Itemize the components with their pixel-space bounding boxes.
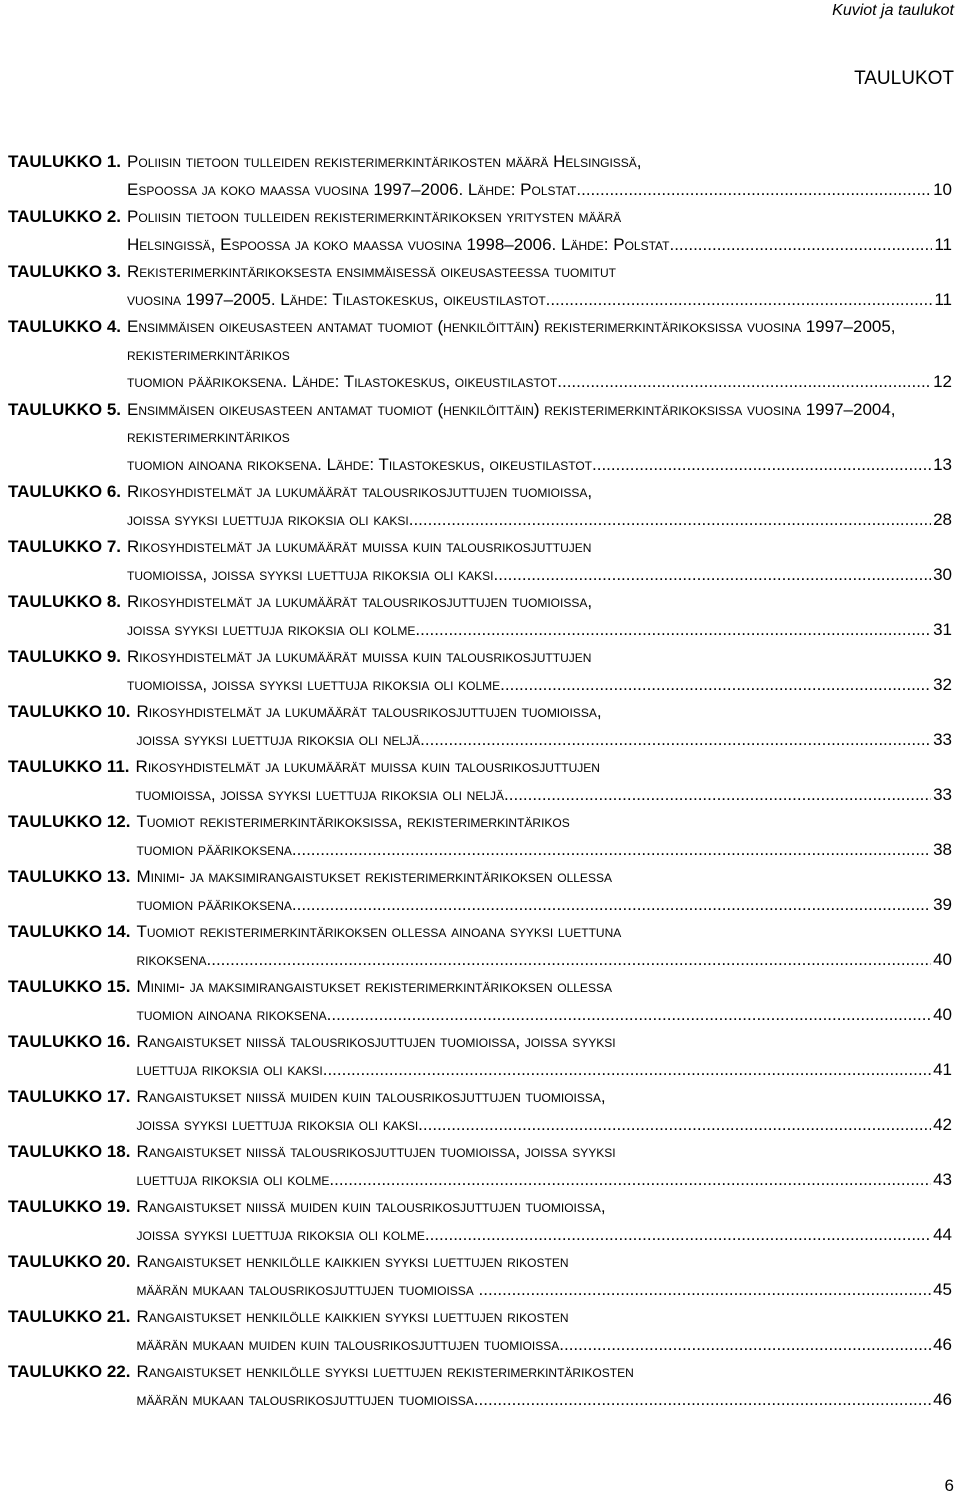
entry-body bbox=[136, 1083, 952, 1138]
dot-leader bbox=[423, 1111, 931, 1139]
table-title: Ensimmäisen oikeusasteen antamat tuomiot (henkilöittäin) rekisterimerkintärikoksissa vuosina 1997–2005, rekisterimerkintärikos bbox=[127, 317, 896, 364]
toc-entry[interactable] bbox=[8, 203, 952, 258]
entry-body bbox=[127, 396, 952, 479]
table-title-continuation: vuosina 1997–2005. Lähde: Tilastokeskus, oikeustilastot. bbox=[127, 289, 551, 309]
table-number: TAULUKKO 5. bbox=[8, 399, 122, 419]
dot-leader bbox=[297, 836, 931, 864]
entry-body bbox=[136, 698, 952, 753]
entry-body bbox=[127, 478, 952, 533]
dot-leader bbox=[550, 286, 932, 314]
toc-entry[interactable] bbox=[8, 1248, 952, 1303]
table-title-last-line bbox=[127, 616, 952, 644]
entry-body bbox=[127, 588, 952, 643]
toc-entry[interactable] bbox=[8, 643, 952, 698]
dot-leader bbox=[483, 1276, 931, 1304]
entry-body bbox=[136, 1193, 952, 1248]
table-title-last-line bbox=[136, 1221, 952, 1249]
table-number: TAULUKKO 16. bbox=[8, 1032, 131, 1051]
table-number: TAULUKKO 22. bbox=[8, 1362, 131, 1381]
page-ref[interactable]: 10 bbox=[933, 179, 952, 199]
page-ref[interactable]: 46 bbox=[933, 1389, 952, 1409]
table-title-continuation: luettuja rikoksia oli kolme. bbox=[136, 1169, 335, 1189]
table-number: TAULUKKO 12. bbox=[8, 812, 131, 831]
toc-entry[interactable] bbox=[8, 1138, 952, 1193]
toc-entry[interactable] bbox=[8, 698, 952, 753]
entry-body bbox=[136, 1358, 952, 1413]
toc-entry[interactable] bbox=[8, 588, 952, 643]
page-ref[interactable]: 41 bbox=[933, 1059, 952, 1079]
table-title-last-line bbox=[127, 368, 952, 396]
toc-entry[interactable] bbox=[8, 313, 952, 396]
toc-entry[interactable] bbox=[8, 863, 952, 918]
table-title: Rangaistukset niissä muiden kuin talousrikosjuttujen tuomioissa, bbox=[136, 1197, 606, 1216]
table-number: TAULUKKO 9. bbox=[8, 647, 122, 666]
table-title-last-line bbox=[136, 891, 952, 919]
page-ref[interactable]: 33 bbox=[933, 784, 952, 804]
entry-body bbox=[127, 643, 952, 698]
table-of-contents bbox=[8, 148, 952, 1413]
entry-body bbox=[136, 918, 952, 973]
table-title: Rikosyhdistelmät ja lukumäärät talousrikosjuttujen tuomioissa, bbox=[127, 592, 593, 611]
table-title-continuation: luettuja rikoksia oli kaksi. bbox=[136, 1059, 328, 1079]
page-ref[interactable]: 11 bbox=[934, 234, 952, 254]
table-title-continuation: määrän mukaan muiden kuin talousrikosjuttujen tuomioissa. bbox=[136, 1334, 564, 1354]
entry-body bbox=[127, 313, 952, 396]
table-title: Rangaistukset niissä muiden kuin talousrikosjuttujen tuomioissa, bbox=[136, 1087, 606, 1106]
dot-leader bbox=[334, 1166, 931, 1194]
table-title-continuation: rikoksena. bbox=[136, 949, 212, 969]
table-title-last-line bbox=[136, 1331, 952, 1359]
table-title-continuation: tuomion ainoana rikoksena. Lähde: Tilastokeskus, oikeustilastot. bbox=[127, 454, 597, 474]
page-ref[interactable]: 11 bbox=[934, 289, 952, 309]
table-title-last-line bbox=[136, 1166, 952, 1194]
page-ref[interactable]: 13 bbox=[933, 454, 952, 474]
table-number: TAULUKKO 4. bbox=[8, 317, 122, 336]
page-ref[interactable]: 43 bbox=[933, 1169, 952, 1189]
table-number: TAULUKKO 3. bbox=[8, 262, 122, 281]
entry-body bbox=[127, 203, 952, 258]
table-title: Minimi- ja maksimirangaistukset rekisterimerkintärikoksen ollessa bbox=[136, 867, 612, 886]
page-ref[interactable]: 39 bbox=[933, 894, 952, 914]
entry-body bbox=[127, 148, 952, 203]
table-number: TAULUKKO 15. bbox=[8, 977, 131, 996]
dot-leader bbox=[564, 1331, 931, 1359]
toc-entry[interactable] bbox=[8, 1303, 952, 1358]
entry-body bbox=[136, 753, 952, 808]
dot-leader bbox=[509, 781, 931, 809]
table-title-continuation: tuomion päärikoksena. Lähde: Tilastokeskus, oikeustilastot. bbox=[127, 372, 562, 391]
table-title-last-line bbox=[136, 1001, 952, 1029]
page-ref[interactable]: 30 bbox=[933, 564, 952, 584]
table-title-last-line bbox=[127, 506, 952, 534]
table-title-last-line bbox=[136, 946, 952, 974]
page-ref[interactable]: 42 bbox=[933, 1114, 952, 1134]
page-ref[interactable]: 28 bbox=[933, 509, 952, 529]
table-title: Rikosyhdistelmät ja lukumäärät talousrikosjuttujen tuomioissa, bbox=[127, 482, 593, 501]
toc-entry[interactable] bbox=[8, 1193, 952, 1248]
table-title: Poliisin tietoon tulleiden rekisterimerkintärikoksen yritysten määrä bbox=[127, 207, 622, 226]
table-title-continuation: tuomion päärikoksena. bbox=[136, 894, 297, 914]
table-title-last-line bbox=[127, 231, 952, 259]
dot-leader bbox=[674, 231, 932, 259]
table-title-continuation: tuomion ainoana rikoksena. bbox=[136, 1004, 332, 1024]
page-ref[interactable]: 38 bbox=[933, 839, 952, 859]
dot-leader bbox=[297, 891, 931, 919]
table-number: TAULUKKO 7. bbox=[8, 537, 122, 556]
table-title: Poliisin tietoon tulleiden rekisterimerkintärikosten määrä Helsingissä, bbox=[127, 152, 642, 171]
toc-entry[interactable] bbox=[8, 396, 952, 479]
table-title: Rangaistukset henkilölle kaikkien syyksi luettujen rikosten bbox=[136, 1252, 569, 1271]
table-title-continuation: joissa syyksi luettuja rikoksia oli kaksi. bbox=[127, 509, 414, 529]
table-number: TAULUKKO 14. bbox=[8, 922, 131, 941]
table-title-last-line bbox=[127, 286, 952, 314]
page-heading: TAULUKOT bbox=[854, 68, 954, 89]
toc-entry[interactable] bbox=[8, 808, 952, 863]
dot-leader bbox=[430, 1221, 932, 1249]
page-ref[interactable]: 40 bbox=[933, 1004, 952, 1024]
table-title-continuation: tuomioissa, joissa syyksi luettuja rikoksia oli neljä. bbox=[135, 784, 509, 804]
page-number: 6 bbox=[944, 1476, 954, 1495]
entry-body bbox=[136, 973, 952, 1028]
table-title-last-line bbox=[136, 836, 952, 864]
toc-entry[interactable] bbox=[8, 1028, 952, 1083]
table-title-last-line bbox=[127, 176, 952, 204]
dot-leader bbox=[479, 1386, 932, 1414]
table-title: Rikosyhdistelmät ja lukumäärät muissa kuin talousrikosjuttujen bbox=[127, 647, 592, 666]
table-title-continuation: joissa syyksi luettuja rikoksia oli kolme. bbox=[127, 619, 421, 639]
table-number: TAULUKKO 20. bbox=[8, 1252, 131, 1271]
table-title-continuation: määrän mukaan talousrikosjuttujen tuomioissa . bbox=[136, 1279, 484, 1299]
table-title-last-line bbox=[136, 726, 952, 754]
entry-body bbox=[127, 533, 952, 588]
table-title-last-line bbox=[136, 1056, 952, 1084]
table-number: TAULUKKO 21. bbox=[8, 1307, 131, 1326]
dot-leader bbox=[413, 506, 931, 534]
dot-leader bbox=[211, 946, 931, 974]
table-title: Tuomiot rekisterimerkintärikoksen ollessa ainoana syyksi luettuna bbox=[136, 922, 622, 941]
table-number: TAULUKKO 18. bbox=[8, 1142, 131, 1161]
page-ref[interactable]: 33 bbox=[933, 729, 952, 749]
toc-entry[interactable] bbox=[8, 973, 952, 1028]
table-title: Rikosyhdistelmät ja lukumäärät muissa kuin talousrikosjuttujen bbox=[135, 757, 600, 776]
table-number: TAULUKKO 10. bbox=[8, 702, 131, 721]
toc-entry[interactable] bbox=[8, 918, 952, 973]
toc-entry[interactable] bbox=[8, 533, 952, 588]
table-title: Minimi- ja maksimirangaistukset rekisterimerkintärikoksen ollessa bbox=[136, 977, 612, 996]
table-title: Tuomiot rekisterimerkintärikoksissa, rekisterimerkintärikos bbox=[136, 812, 570, 831]
entry-body bbox=[127, 258, 952, 313]
toc-entry[interactable] bbox=[8, 1083, 952, 1138]
table-title: Rikosyhdistelmät ja lukumäärät talousrikosjuttujen tuomioissa, bbox=[136, 702, 602, 721]
table-title: Rangaistukset niissä talousrikosjuttujen tuomioissa, joissa syyksi bbox=[136, 1142, 616, 1161]
table-title-last-line bbox=[127, 671, 952, 699]
table-number: TAULUKKO 8. bbox=[8, 592, 122, 611]
table-title-continuation: joissa syyksi luettuja rikoksia oli neljä. bbox=[136, 729, 425, 749]
dot-leader bbox=[505, 671, 931, 699]
table-number: TAULUKKO 13. bbox=[8, 867, 131, 886]
table-title: Rekisterimerkintärikoksesta ensimmäisessä oikeusasteessa tuomitut bbox=[127, 262, 616, 281]
page-ref[interactable]: 12 bbox=[933, 372, 952, 391]
toc-entry[interactable] bbox=[8, 478, 952, 533]
table-title: Rangaistukset niissä talousrikosjuttujen tuomioissa, joissa syyksi bbox=[136, 1032, 616, 1051]
entry-body bbox=[136, 1138, 952, 1193]
table-title-continuation: joissa syyksi luettuja rikoksia oli kolme. bbox=[136, 1224, 430, 1244]
page-ref[interactable]: 46 bbox=[933, 1334, 952, 1354]
entry-body bbox=[136, 863, 952, 918]
entry-body bbox=[136, 1248, 952, 1303]
page-ref[interactable]: 44 bbox=[933, 1224, 952, 1244]
table-title-last-line bbox=[136, 781, 952, 809]
table-title: Rangaistukset henkilölle syyksi luettujen rekisterimerkintärikosten bbox=[136, 1362, 634, 1381]
table-number: TAULUKKO 19. bbox=[8, 1197, 131, 1216]
table-title: Rikosyhdistelmät ja lukumäärät muissa kuin talousrikosjuttujen bbox=[127, 537, 592, 556]
table-title-last-line bbox=[127, 451, 952, 479]
toc-entry[interactable] bbox=[8, 1358, 952, 1413]
table-title-continuation: tuomioissa, joissa syyksi luettuja rikoksia oli kolme. bbox=[127, 674, 505, 694]
dot-leader bbox=[597, 451, 931, 479]
table-title-continuation: Espoossa ja koko maassa vuosina 1997–2006. Lähde: Polstat. bbox=[127, 179, 582, 199]
table-title-continuation: tuomion päärikoksena. bbox=[136, 839, 297, 859]
entry-body bbox=[136, 1028, 952, 1083]
entry-body bbox=[136, 1303, 952, 1358]
dot-leader bbox=[425, 726, 931, 754]
table-title-last-line bbox=[136, 1111, 952, 1139]
table-number: TAULUKKO 11. bbox=[8, 757, 130, 776]
toc-entry[interactable] bbox=[8, 258, 952, 313]
table-number: TAULUKKO 2. bbox=[8, 207, 122, 226]
page-ref[interactable]: 40 bbox=[933, 949, 952, 969]
table-number: TAULUKKO 17. bbox=[8, 1087, 131, 1106]
table-title-last-line bbox=[136, 1386, 952, 1414]
table-title-continuation: tuomioissa, joissa syyksi luettuja rikoksia oli kaksi. bbox=[127, 564, 499, 584]
dot-leader bbox=[420, 616, 931, 644]
table-title-last-line bbox=[136, 1276, 952, 1304]
dot-leader bbox=[331, 1001, 931, 1029]
table-number: TAULUKKO 6. bbox=[8, 482, 122, 501]
dot-leader bbox=[327, 1056, 931, 1084]
table-title: Ensimmäisen oikeusasteen antamat tuomiot (henkilöittäin) rekisterimerkintärikoksissa vuosina 1997–2004, rekisterimerkintärikos bbox=[127, 399, 896, 446]
dot-leader bbox=[562, 368, 931, 396]
table-number: TAULUKKO 1. bbox=[8, 152, 122, 171]
page-ref[interactable]: 45 bbox=[933, 1279, 952, 1299]
table-title-continuation: Helsingissä, Espoossa ja koko maassa vuosina 1998–2006. Lähde: Polstat. bbox=[127, 234, 675, 254]
page-ref[interactable]: 31 bbox=[933, 619, 952, 639]
dot-leader bbox=[581, 176, 931, 204]
table-title-continuation: joissa syyksi luettuja rikoksia oli kaksi. bbox=[136, 1114, 423, 1134]
table-title-continuation: määrän mukaan talousrikosjuttujen tuomioissa. bbox=[136, 1389, 479, 1409]
table-title-last-line bbox=[127, 561, 952, 589]
entry-body bbox=[136, 808, 952, 863]
toc-entry[interactable] bbox=[8, 753, 952, 808]
table-title: Rangaistukset henkilölle kaikkien syyksi luettujen rikosten bbox=[136, 1307, 569, 1326]
dot-leader bbox=[498, 561, 931, 589]
page-ref[interactable]: 32 bbox=[933, 674, 952, 694]
toc-entry[interactable] bbox=[8, 148, 952, 203]
running-header: Kuviot ja taulukot bbox=[832, 2, 954, 19]
